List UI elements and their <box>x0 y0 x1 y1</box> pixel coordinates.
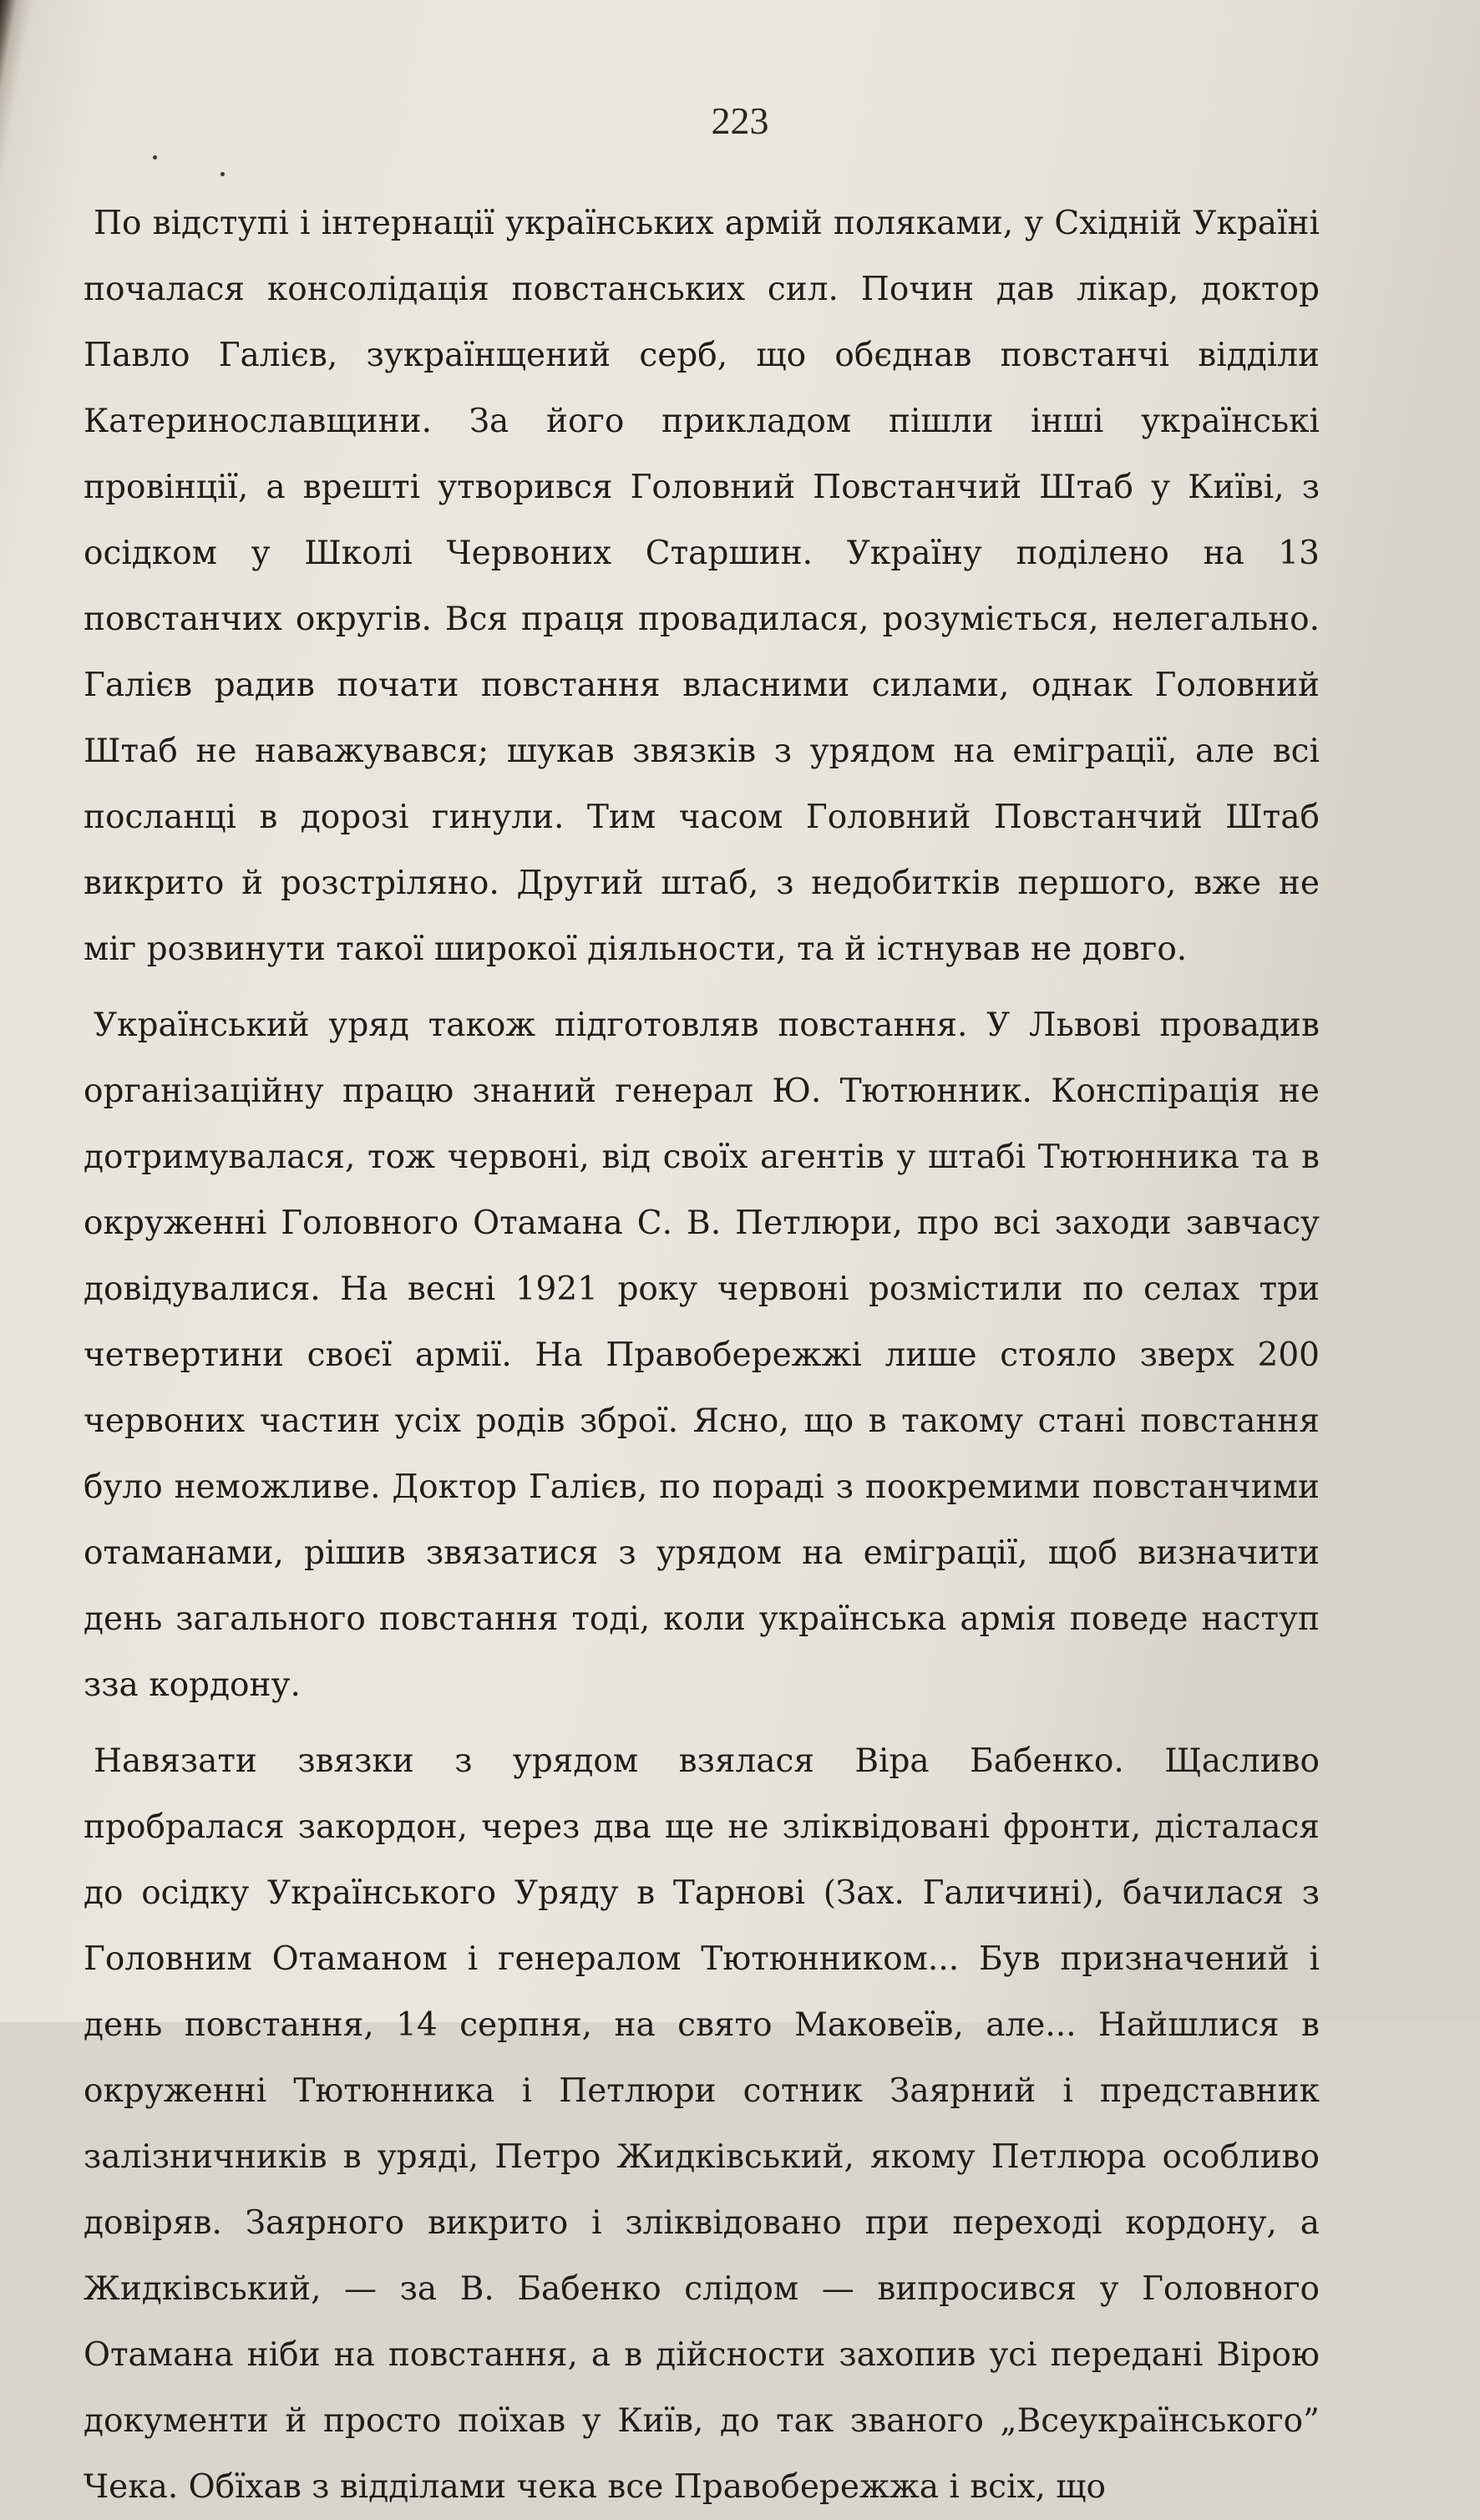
paragraph-1: По відступі і інтернації українських армій поляками, у Східній Україні почалася консолідація повстанських сил. Почин дав лікар, доктор Павло Галієв, зукраїнщений серб, що обєднав повстанчі відділи Катеринославщини. За його прикладом пішли інші українські провінції, а врешті утворився Головний Повстанчий Штаб у Київі, з осідком у Школі Червоних Старшин. Україну поділено на 13 повстанчих округів. Вся праця провадилася, розуміється, нелегально. Галієв радив почати повстання власними силами, однак Головний Штаб не наважувався; шукав звязків з урядом на еміграції, але всі посланці в дорозі гинули. Тим часом Головний Повстанчий Штаб викрито й розстріляно. Другий штаб, з недобитків першого, вже не міг розвинути такої широкої діяльности, та й істнував не довго. <box>84 205 1320 968</box>
body-text <box>84 190 1320 2520</box>
paragraph-3: Навязати звязки з урядом взялася Віра Бабенко. Щасливо пробралася закордон, через два ще не зліквідовані фронти, дісталася до осідку Українського Уряду в Тарнові (Зах. Галичині), бачилася з Головним Отаманом і генералом Тютюнником... Був призначений і день повстання, 14 серпня, на свято Маковеїв, але... Найшлися в окруженні Тютюнника і Петлюри сотник Заярний і представник залізничників в уряді, Петро Жидківський, якому Петлюра особливо довіряв. Заярного викрито і зліквідовано при переході кордону, а Жидківський, — за В. Бабенко слідом — випросився у Головного Отамана нiби на повстання, а в дійсности захопив усі передані Вірою документи й просто поїхав у Київ, до так званого „Всеукраїнського” Чека. Обїхав з відділами чека все Правобережжа і всіх, що <box>84 1742 1320 2506</box>
print-speck <box>220 172 225 176</box>
paragraph-2: Український уряд також підготовляв повстання. У Львові провадив організаційну працю знаний генерал Ю. Тютюнник. Конспірація не дотримувалася, тож червоні, від своїх агентів у штабі Тютюнника та в окруженні Головного Отамана С. В. Петлюри, про всі заходи завчасу довідувалися. На весні 1921 року червоні розмістили по селах три четвертини своєї армії. На Правобережжі лише стояло зверх 200 червоних частин усіх родів зброї. Ясно, що в такому стані повстання було неможливе. Доктор Галієв, по пораді з поокремими повстанчими отаманами, рішив звязатися з урядом на еміграції, щоб визначити день загального повстання тоді, коли українська армія поведе наступ зза кордону. <box>84 1006 1320 1704</box>
print-speck <box>153 155 157 160</box>
page-number: 223 <box>711 99 769 142</box>
